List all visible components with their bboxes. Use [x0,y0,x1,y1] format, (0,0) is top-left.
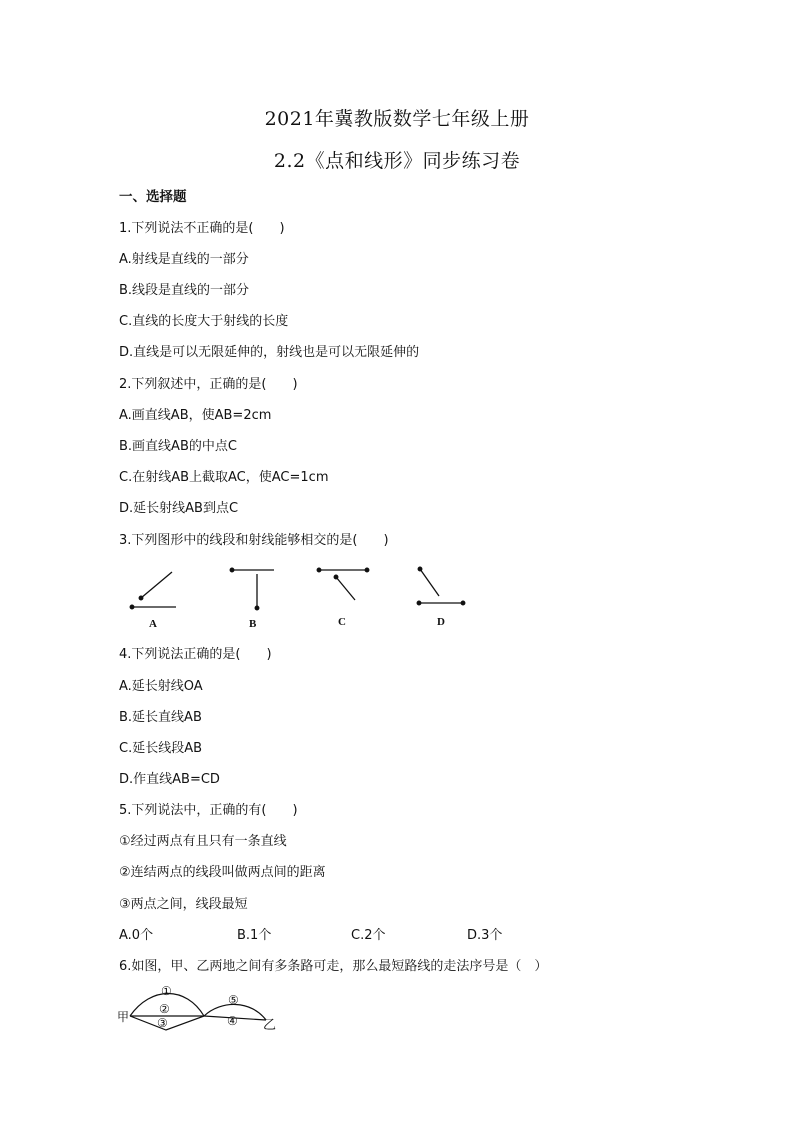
question-2-option-c: C.在射线AB上截取AC，使AC=1cm [119,470,329,485]
question-6-figure [116,980,286,1036]
question-1-option-b: B.线段是直线的一部分 [119,283,250,298]
question-5-statement-1: ①经过两点有且只有一条直线 [119,834,287,849]
question-5-option-a: A.0个 [119,928,154,943]
place-label-yi: 乙 [263,1017,277,1032]
question-1-option-a: A.射线是直线的一部分 [119,252,249,267]
route-label-3: ③ [157,1016,168,1030]
figure-a [130,572,176,609]
question-4-stem: 4.下列说法正确的是( ) [119,647,272,662]
question-5-statement-2: ②连结两点的线段叫做两点间的距离 [119,865,326,880]
question-5-option-c: C.2个 [351,928,386,943]
question-3-stem: 3.下列图形中的线段和射线能够相交的是( ) [119,533,389,548]
route-label-5: ⑤ [228,993,239,1007]
question-2-stem: 2.下列叙述中，正确的是( ) [119,377,298,392]
figure-d [417,567,465,605]
figure-label-a: A [149,618,157,630]
question-4-option-a: A.延长射线OA [119,679,203,694]
question-4-option-c: C.延长线段AB [119,741,203,756]
figure-b [230,568,274,610]
figure-label-c: C [338,616,346,628]
question-5-option-d: D.3个 [467,928,503,943]
question-2-option-a: A.画直线AB，使AB=2cm [119,408,272,423]
question-2-option-b: B.画直线AB的中点C [119,439,237,454]
question-1-option-d: D.直线是可以无限延伸的，射线也是可以无限延伸的 [119,345,420,360]
question-6-stem: 6.如图，甲、乙两地之间有多条路可走，那么最短路线的走法序号是（ ） [119,959,548,974]
figure-label-b: B [249,618,257,630]
section-title: 一、选择题 [119,189,187,205]
route-label-4: ④ [227,1014,238,1028]
figure-label-d: D [437,616,445,628]
question-5-option-b: B.1个 [237,928,272,943]
page-title: 2021年冀教版数学七年级上册 [264,108,530,130]
question-4-option-b: B.延长直线AB [119,710,202,725]
place-label-jia: 甲 [117,1010,130,1024]
page-subtitle: 2.2《点和线形》同步练习卷 [273,150,521,172]
question-5-stem: 5.下列说法中，正确的有( ) [119,803,298,818]
route-label-2: ② [159,1002,170,1016]
question-5-statement-3: ③两点之间，线段最短 [119,897,248,912]
question-1-option-c: C.直线的长度大于射线的长度 [119,314,289,329]
figure-c [317,568,369,600]
question-1-stem: 1.下列说法不正确的是( ) [119,221,285,236]
question-4-option-d: D.作直线AB=CD [119,772,220,787]
route-label-1: ① [161,984,172,998]
question-3-figure [119,560,479,632]
question-2-option-d: D.延长射线AB到点C [119,501,239,516]
